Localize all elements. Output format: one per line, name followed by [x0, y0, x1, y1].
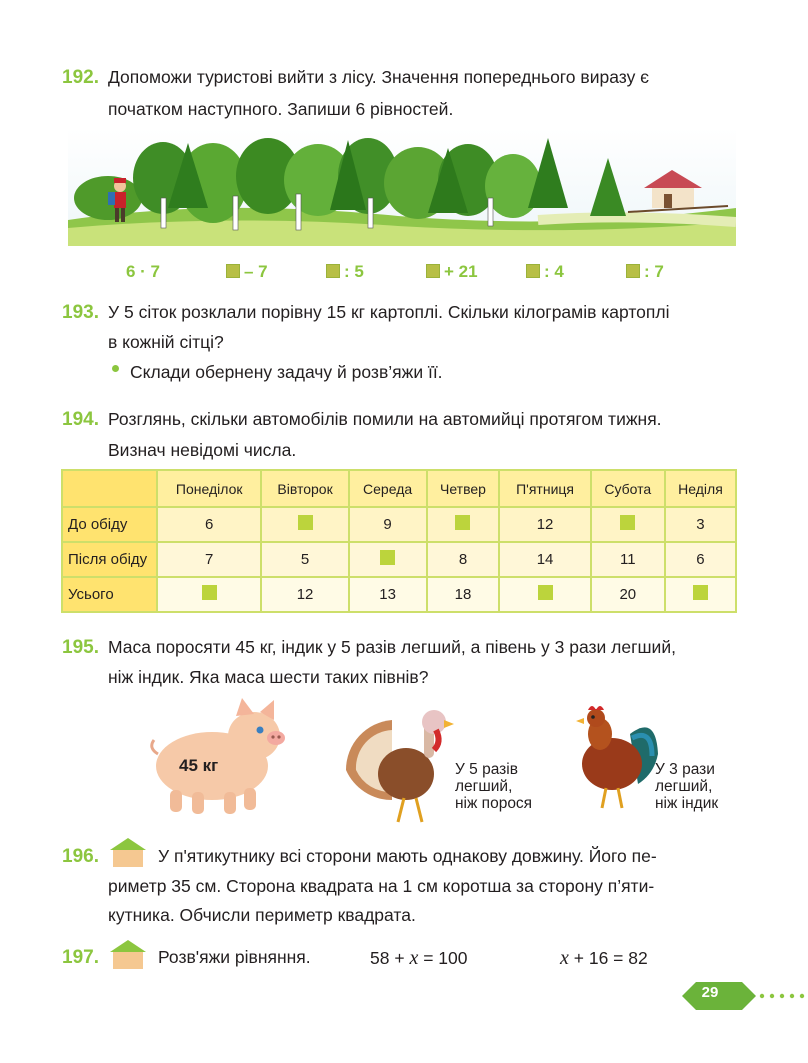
expression-text: + 21 — [444, 262, 478, 281]
pig-illustration — [150, 694, 290, 820]
unknown-square-icon — [380, 550, 395, 565]
task-text-line: У 5 сіток розклали порівну 15 кг картоплі. Скільки кілограмів картоплі — [108, 302, 670, 322]
caption-line: легший, — [655, 778, 713, 795]
house-icon — [108, 838, 148, 868]
expression-text: – 7 — [244, 262, 268, 281]
task-text-line: риметр 35 см. Сторона квадрата на 1 см коротша за сторону п’яти- — [108, 876, 655, 896]
equation-part: + 16 = 82 — [573, 948, 648, 968]
expression-text: 6 · 7 — [126, 262, 161, 281]
unknown-square-icon — [526, 264, 540, 278]
car-wash-table — [61, 469, 737, 613]
table-cell-unknown — [261, 507, 348, 542]
task-text-line: Визнач невідомі числа. — [108, 440, 297, 460]
expression-step — [326, 262, 364, 282]
table-cell-unknown — [349, 542, 427, 577]
column-header: Четвер — [427, 470, 500, 507]
table-cell: 6 — [157, 507, 261, 542]
column-header: Вівторок — [261, 470, 348, 507]
unknown-square-icon — [298, 515, 313, 530]
row-header: Після обіду — [62, 542, 157, 577]
task-text-line: Маса поросяти 45 кг, індик у 5 разів легший, а півень у 3 рази легший, — [108, 637, 676, 657]
house-icon — [108, 940, 148, 970]
unknown-square-icon — [620, 515, 635, 530]
table-cell-unknown — [665, 577, 736, 612]
rooster-caption — [655, 761, 718, 812]
expression-step — [226, 262, 268, 282]
table-cell: 11 — [591, 542, 665, 577]
task-text-line: Розглянь, скільки автомобілів помили на автомийці протягом тижня. — [108, 409, 662, 429]
task-subtext: Склади обернену задачу й розв’яжи її. — [130, 362, 443, 382]
table-cell: 6 — [665, 542, 736, 577]
table-cell-unknown — [157, 577, 261, 612]
task-number: 197. — [62, 947, 99, 968]
task-number: 192. — [62, 67, 99, 88]
equation-variable: x — [409, 947, 419, 969]
task-number: 195. — [62, 637, 99, 658]
table-cell: 9 — [349, 507, 427, 542]
rooster-illustration — [574, 704, 660, 812]
table-cell-unknown — [499, 577, 590, 612]
table-cell: 14 — [499, 542, 590, 577]
table-cell: 20 — [591, 577, 665, 612]
unknown-square-icon — [455, 515, 470, 530]
table-cell: 7 — [157, 542, 261, 577]
unknown-square-icon — [538, 585, 553, 600]
equation-1 — [370, 947, 467, 970]
table-row — [62, 542, 736, 577]
table-cell: 18 — [427, 577, 500, 612]
table-cell: 13 — [349, 577, 427, 612]
task-text-line: початком наступного. Запиши 6 рівностей. — [108, 99, 454, 119]
expression-text: : 5 — [344, 262, 364, 281]
task-text-line: кутника. Обчисли периметр квадрата. — [108, 905, 416, 925]
table-cell: 8 — [427, 542, 500, 577]
page-number: 29 — [701, 984, 719, 1001]
unknown-square-icon — [426, 264, 440, 278]
unknown-square-icon — [226, 264, 240, 278]
forest-illustration — [68, 128, 736, 246]
table-cell-unknown — [591, 507, 665, 542]
bullet-icon — [112, 365, 119, 372]
equation-2 — [560, 947, 648, 970]
expression-step — [626, 262, 664, 282]
task-text-line: Допоможи туристові вийти з лісу. Значення попереднього виразу є — [108, 67, 650, 87]
table-cell: 5 — [261, 542, 348, 577]
table-cell: 3 — [665, 507, 736, 542]
column-header: Неділя — [665, 470, 736, 507]
expression-text: : 4 — [544, 262, 564, 281]
task-number: 193. — [62, 302, 99, 323]
equation-part: = 100 — [423, 948, 468, 968]
task-text-line: У п'ятикутнику всі сторони мають однакову довжину. Його пе- — [158, 846, 657, 866]
table-row — [62, 577, 736, 612]
table-row — [62, 507, 736, 542]
table-cell: 12 — [261, 577, 348, 612]
column-header: Субота — [591, 470, 665, 507]
pig-mass-label: 45 кг — [179, 756, 219, 775]
unknown-square-icon — [693, 585, 708, 600]
task-number: 196. — [62, 846, 99, 867]
turkey-caption — [455, 761, 532, 812]
task-text-line: ніж індик. Яка маса шести таких півнів? — [108, 667, 429, 687]
expression-step — [426, 262, 478, 282]
task-number: 194. — [62, 409, 99, 430]
unknown-square-icon — [202, 585, 217, 600]
equation-part: 58 + — [370, 948, 405, 968]
column-header: Понеділок — [157, 470, 261, 507]
table-header-row — [62, 470, 736, 507]
table-cell: 12 — [499, 507, 590, 542]
turkey-illustration — [342, 700, 454, 826]
task-text-line: в кожній сітці? — [108, 332, 224, 352]
row-header: До обіду — [62, 507, 157, 542]
table-cell-unknown — [427, 507, 500, 542]
caption-line: легший, — [455, 778, 513, 795]
unknown-square-icon — [626, 264, 640, 278]
unknown-square-icon — [326, 264, 340, 278]
row-header: Усього — [62, 577, 157, 612]
expression-start — [126, 262, 160, 282]
expression-step — [526, 262, 564, 282]
caption-line: ніж порося — [455, 795, 533, 812]
table-corner — [62, 470, 157, 507]
expression-text: : 7 — [644, 262, 664, 281]
caption-line: У 3 рази — [655, 761, 715, 778]
caption-line: У 5 разів — [455, 761, 518, 778]
equation-variable: x — [560, 947, 569, 969]
caption-line: ніж індик — [655, 795, 719, 812]
column-header: П'ятниця — [499, 470, 590, 507]
task-instruction: Розв'яжи рівняння. — [158, 947, 311, 967]
column-header: Середа — [349, 470, 427, 507]
